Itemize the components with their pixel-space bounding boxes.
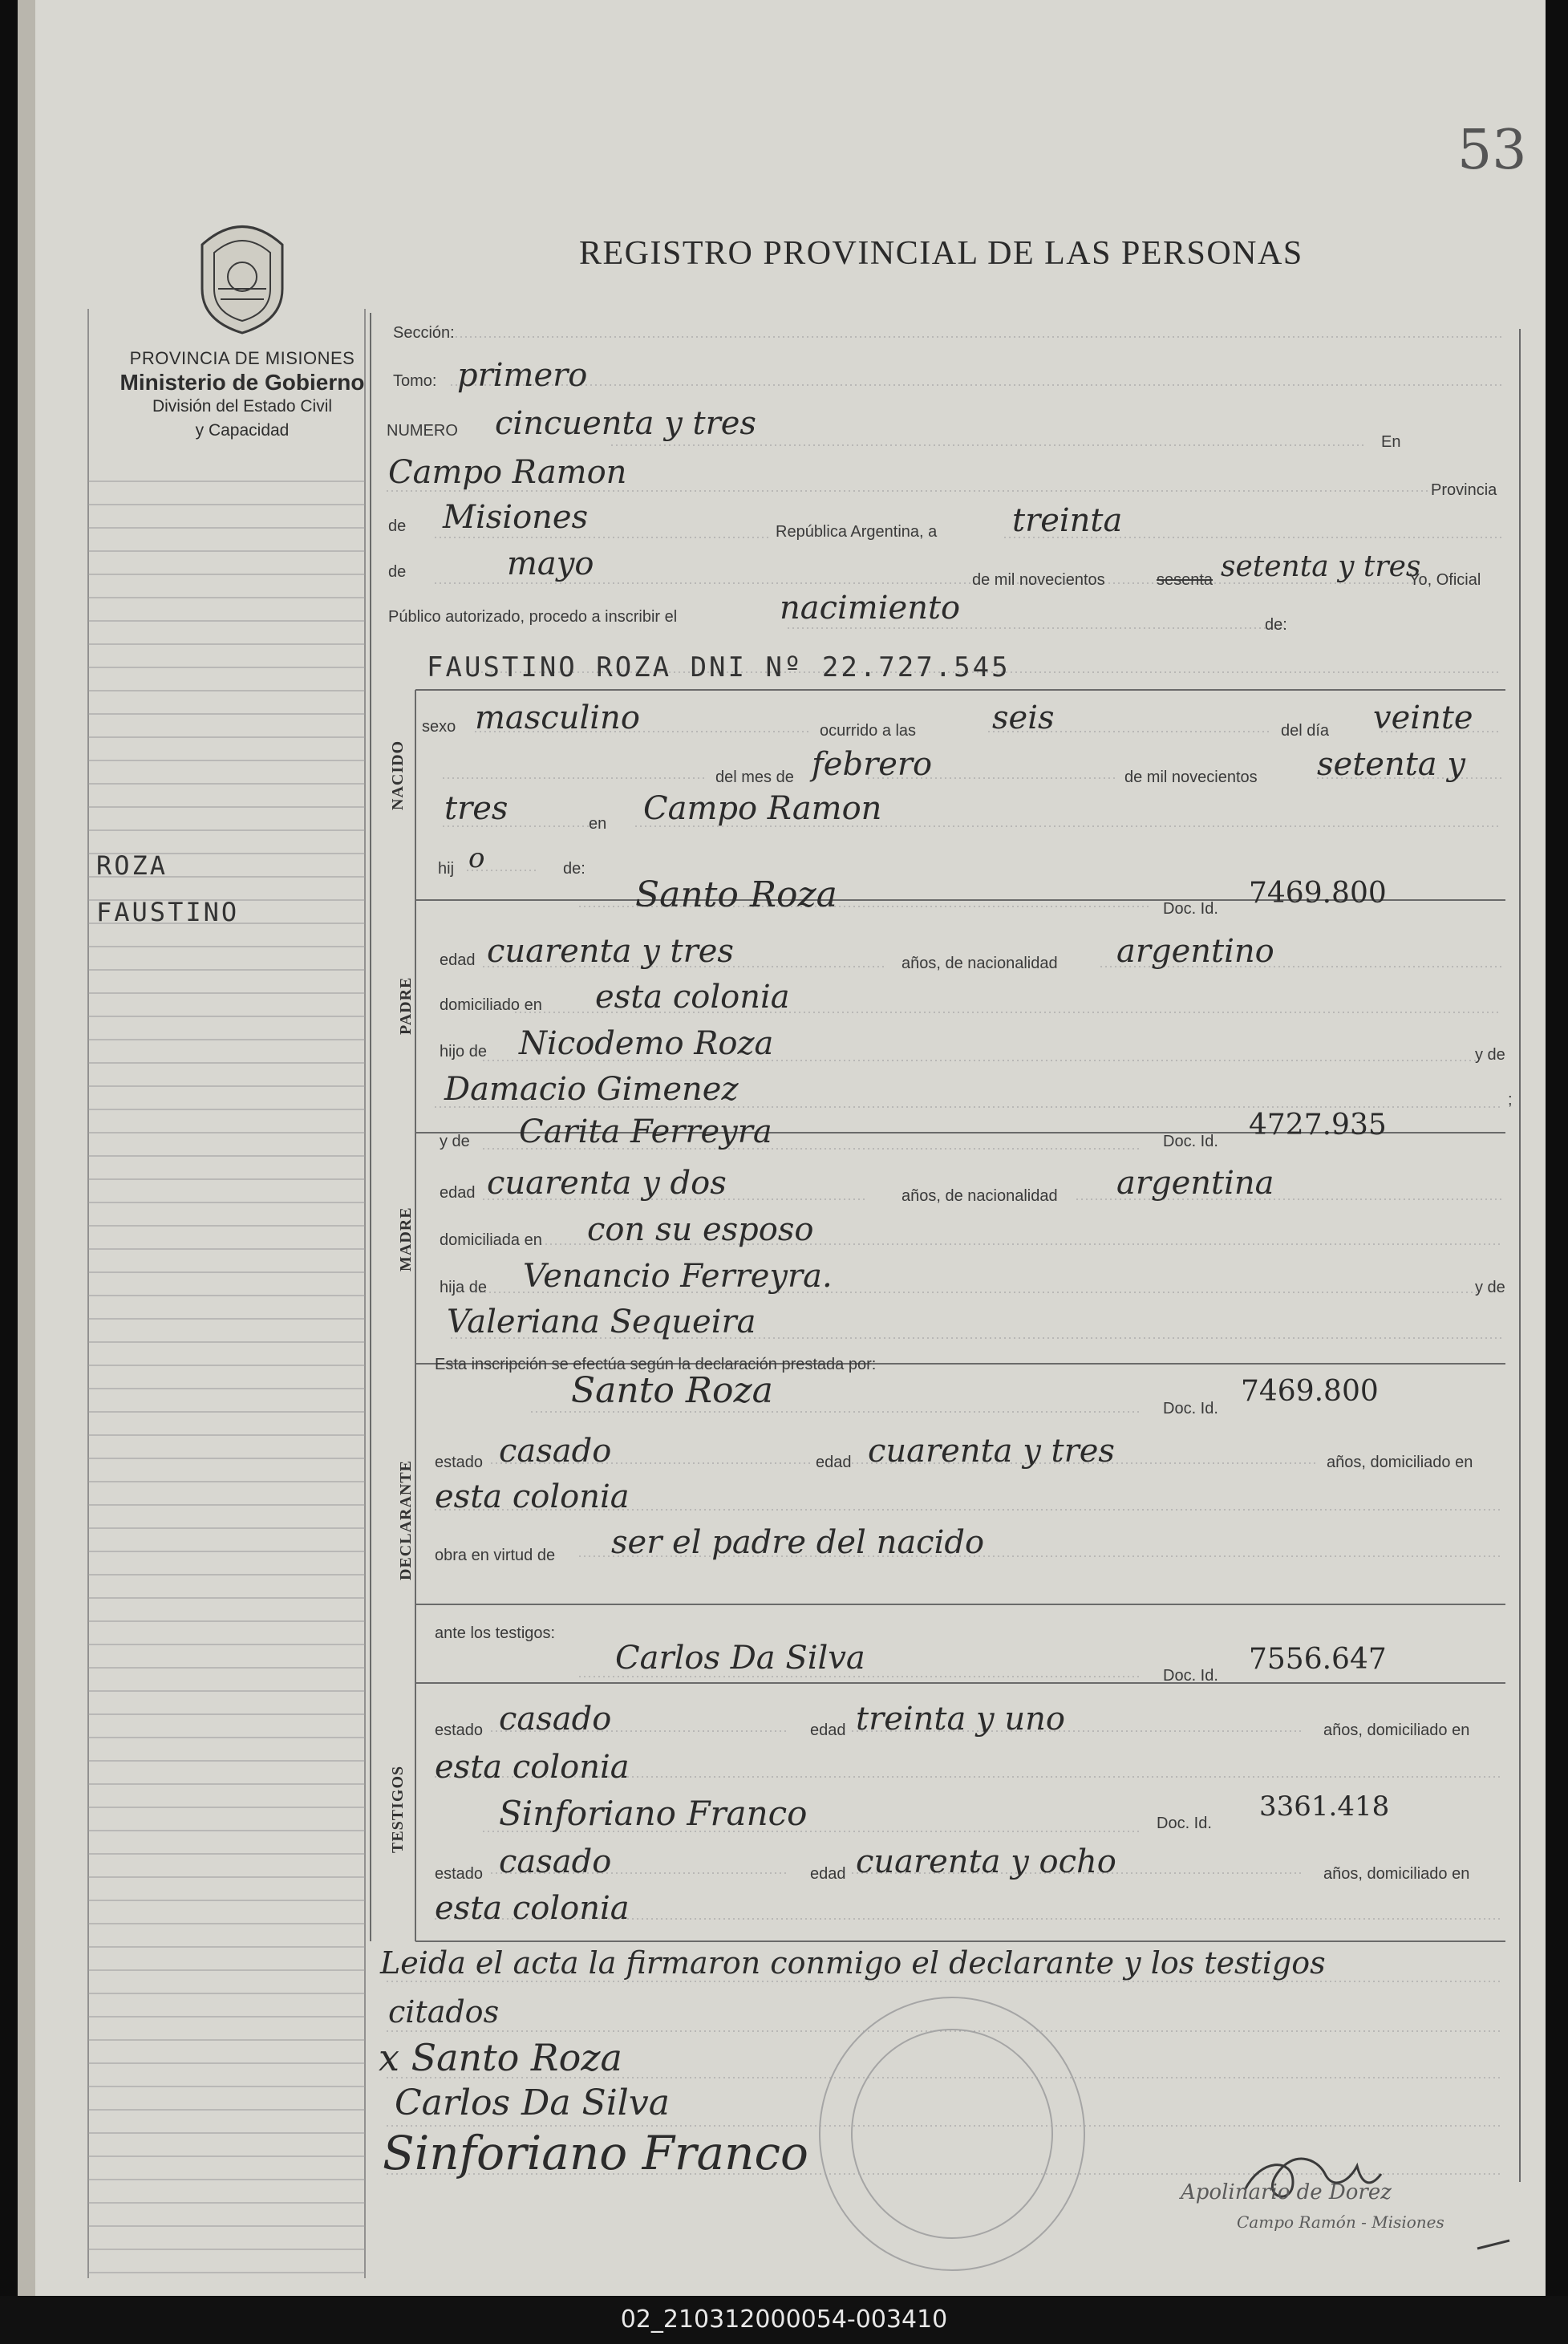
testigo2-estado: casado [499, 1843, 612, 1880]
provincial-seal-icon [190, 213, 294, 337]
lugar-value: Campo Ramon [643, 790, 882, 827]
de2-label: de [388, 563, 407, 581]
month-value: mayo [507, 545, 594, 582]
ante-label: ante los testigos: [435, 1624, 556, 1642]
sexo-label: sexo [422, 718, 456, 736]
testigo1-edad-label: edad [810, 1722, 846, 1739]
padre-dom-label: domiciliado en [440, 996, 542, 1014]
provincia-label: Provincia [1431, 481, 1497, 499]
year-label: de mil novecientos [972, 571, 1105, 589]
padre-hijo-value1: Nicodemo Roza [519, 1025, 774, 1062]
testigo2-edad-label: edad [810, 1865, 846, 1883]
declarante-edad-label: edad [816, 1454, 852, 1471]
place-value: Campo Ramon [388, 454, 627, 491]
madre-anios-label: años, de nacionalidad [901, 1187, 1058, 1205]
sexo-value: masculino [475, 700, 640, 736]
testigo1-edad: treinta y uno [856, 1701, 1065, 1738]
testigo1-doc: 7556.647 [1249, 1643, 1387, 1676]
declarante-doc-label: Doc. Id. [1163, 1400, 1218, 1417]
testigo2-dom: esta colonia [435, 1890, 630, 1927]
mil-label: de mil novecientos [1124, 768, 1258, 786]
mes-label: del mes de [715, 768, 794, 786]
doc-label-madre: Doc. Id. [1163, 1133, 1218, 1150]
margin-surname: ROZA [96, 850, 168, 881]
signature-carlos-da-silva: Carlos Da Silva [395, 2082, 670, 2123]
register-page [18, 0, 1546, 2296]
declarante-doc: 7469.800 [1241, 1375, 1379, 1408]
numero-value: cincuenta y tres [495, 405, 756, 442]
tomo-label: Tomo: [393, 372, 437, 390]
province-value: Misiones [443, 499, 589, 536]
image-id-footer: 02_210312000054-003410 [0, 2296, 1568, 2344]
testigo2-estado-label: estado [435, 1865, 484, 1883]
tomo-value: primero [457, 357, 588, 394]
padre-dom-value: esta colonia [595, 979, 790, 1016]
closing-line1: Leida el acta la firmaron conmigo el declarante y los testigos [380, 1945, 1326, 1981]
madre-hija-value2: Valeriana Sequeira [447, 1304, 756, 1340]
obra-label: obra en virtud de [435, 1547, 556, 1564]
madre-nac-value: argentina [1116, 1165, 1274, 1202]
round-stamp [820, 1997, 1084, 2270]
dia-label: del día [1281, 722, 1330, 740]
signature-sinforiano-franco: Sinforiano Franco [383, 2126, 808, 2180]
mes-value: febrero [812, 746, 933, 783]
padre-edad-label: edad [440, 951, 476, 969]
madre-edad-value: cuarenta y dos [487, 1165, 727, 1202]
ocurrido-label: ocurrido a las [820, 722, 917, 740]
closing-line2: citados [388, 1994, 500, 2030]
year-value: setenta y tres [1221, 550, 1421, 583]
yde-label: y de [440, 1133, 470, 1150]
agency-ministry: Ministerio de Gobierno [120, 370, 365, 395]
doc-label-padre: Doc. Id. [1163, 900, 1218, 918]
testigo1-estado-label: estado [435, 1722, 484, 1739]
testigo1-dom: esta colonia [435, 1749, 630, 1786]
numero-label: NUMERO [387, 422, 458, 440]
declarante-dom-value: esta colonia [435, 1478, 630, 1515]
margin-name: FAUSTINO [96, 897, 240, 927]
agency-capacity: y Capacidad [195, 421, 290, 440]
hij-label: hij [438, 860, 455, 878]
testigo2-doc: 3361.418 [1259, 1790, 1390, 1823]
testigo1-anios-label: años, domiciliado en [1323, 1722, 1470, 1739]
day-value: treinta [1012, 502, 1123, 539]
padre-hijo-label: hijo de [440, 1043, 487, 1060]
en-label: En [1381, 433, 1401, 451]
padre-y-label: y de [1475, 1046, 1505, 1064]
seccion-label: Sección: [393, 324, 455, 342]
de3-label: de: [1265, 616, 1287, 634]
agency-division: División del Estado Civil [152, 397, 333, 416]
hora-value: seis [992, 700, 1055, 736]
testigo2-name: Sinforiano Franco [499, 1794, 808, 1833]
page-number: 53 [1457, 119, 1527, 182]
section-testigos: TESTIGOS [389, 1765, 407, 1853]
madre-edad-label: edad [440, 1184, 476, 1202]
dia-value: veinte [1373, 700, 1473, 736]
madre-name: Carita Ferreyra [519, 1113, 772, 1150]
section-padre: PADRE [397, 976, 415, 1035]
testigo2-anios-label: años, domiciliado en [1323, 1865, 1470, 1883]
yo-oficial-label: Yo, Oficial [1409, 571, 1481, 589]
madre-doc: 4727.935 [1249, 1109, 1387, 1142]
agency-province: PROVINCIA DE MISIONES [129, 348, 355, 368]
padre-name: Santo Roza [635, 874, 837, 915]
de-label: de [388, 517, 407, 535]
de-label-2: de: [563, 860, 585, 878]
anio-value2: tres [444, 790, 508, 827]
testigo2-edad: cuarenta y ocho [856, 1843, 1116, 1880]
declarante-name: Santo Roza [571, 1370, 773, 1411]
padre-hijo-value2: Damacio Gimenez [444, 1071, 739, 1108]
declarante-estado-value: casado [499, 1433, 612, 1470]
year-struck: sesenta [1157, 571, 1213, 589]
section-nacido: NACIDO [389, 740, 407, 810]
signature-santo-roza: x Santo Roza [379, 2036, 622, 2079]
padre-edad-value: cuarenta y tres [487, 933, 734, 970]
declarante-intro: Esta inscripción se efectúa según la declaración prestada por: [435, 1356, 877, 1373]
republica-label: República Argentina, a [776, 523, 938, 541]
act-value: nacimiento [780, 590, 961, 627]
madre-hija-value1: Venancio Ferreyra. [523, 1258, 833, 1295]
testigo1-name: Carlos Da Silva [615, 1640, 865, 1677]
official-stamp-text: Apolinario de Dorez [1181, 2180, 1392, 2204]
declarante-estado-label: estado [435, 1454, 484, 1471]
hij-suffix: o [468, 842, 485, 874]
obra-value: ser el padre del nacido [611, 1524, 985, 1561]
official-stamp-text-2: Campo Ramón - Misiones [1237, 2212, 1444, 2232]
padre-anios-label: años, de nacionalidad [901, 955, 1058, 972]
en-label-2: en [589, 815, 607, 833]
anio-value1: setenta y [1317, 746, 1465, 783]
testigo1-estado: casado [499, 1701, 612, 1738]
nacido-name-line: FAUSTINO ROZA DNI Nº 22.727.545 [427, 651, 1011, 683]
madre-dom-value: con su esposo [587, 1211, 814, 1248]
declarante-anios-label: años, domiciliado en [1327, 1454, 1473, 1471]
testigo2-doc-label: Doc. Id. [1157, 1815, 1212, 1832]
padre-semicolon: ; [1508, 1091, 1513, 1109]
madre-dom-label: domiciliada en [440, 1231, 542, 1249]
testigo1-doc-label: Doc. Id. [1163, 1667, 1218, 1685]
madre-y-label: y de [1475, 1279, 1505, 1296]
padre-doc: 7469.800 [1249, 877, 1387, 910]
agency-header [98, 347, 387, 443]
madre-hija-label: hija de [440, 1279, 487, 1296]
declarante-edad-value: cuarenta y tres [868, 1433, 1115, 1470]
page-title: REGISTRO PROVINCIAL DE LAS PERSONAS [579, 235, 1303, 272]
publico-label: Público autorizado, procedo a inscribir el [388, 608, 678, 626]
section-declarante: DECLARANTE [397, 1459, 415, 1580]
padre-nac-value: argentino [1116, 933, 1274, 970]
section-madre: MADRE [397, 1206, 415, 1271]
